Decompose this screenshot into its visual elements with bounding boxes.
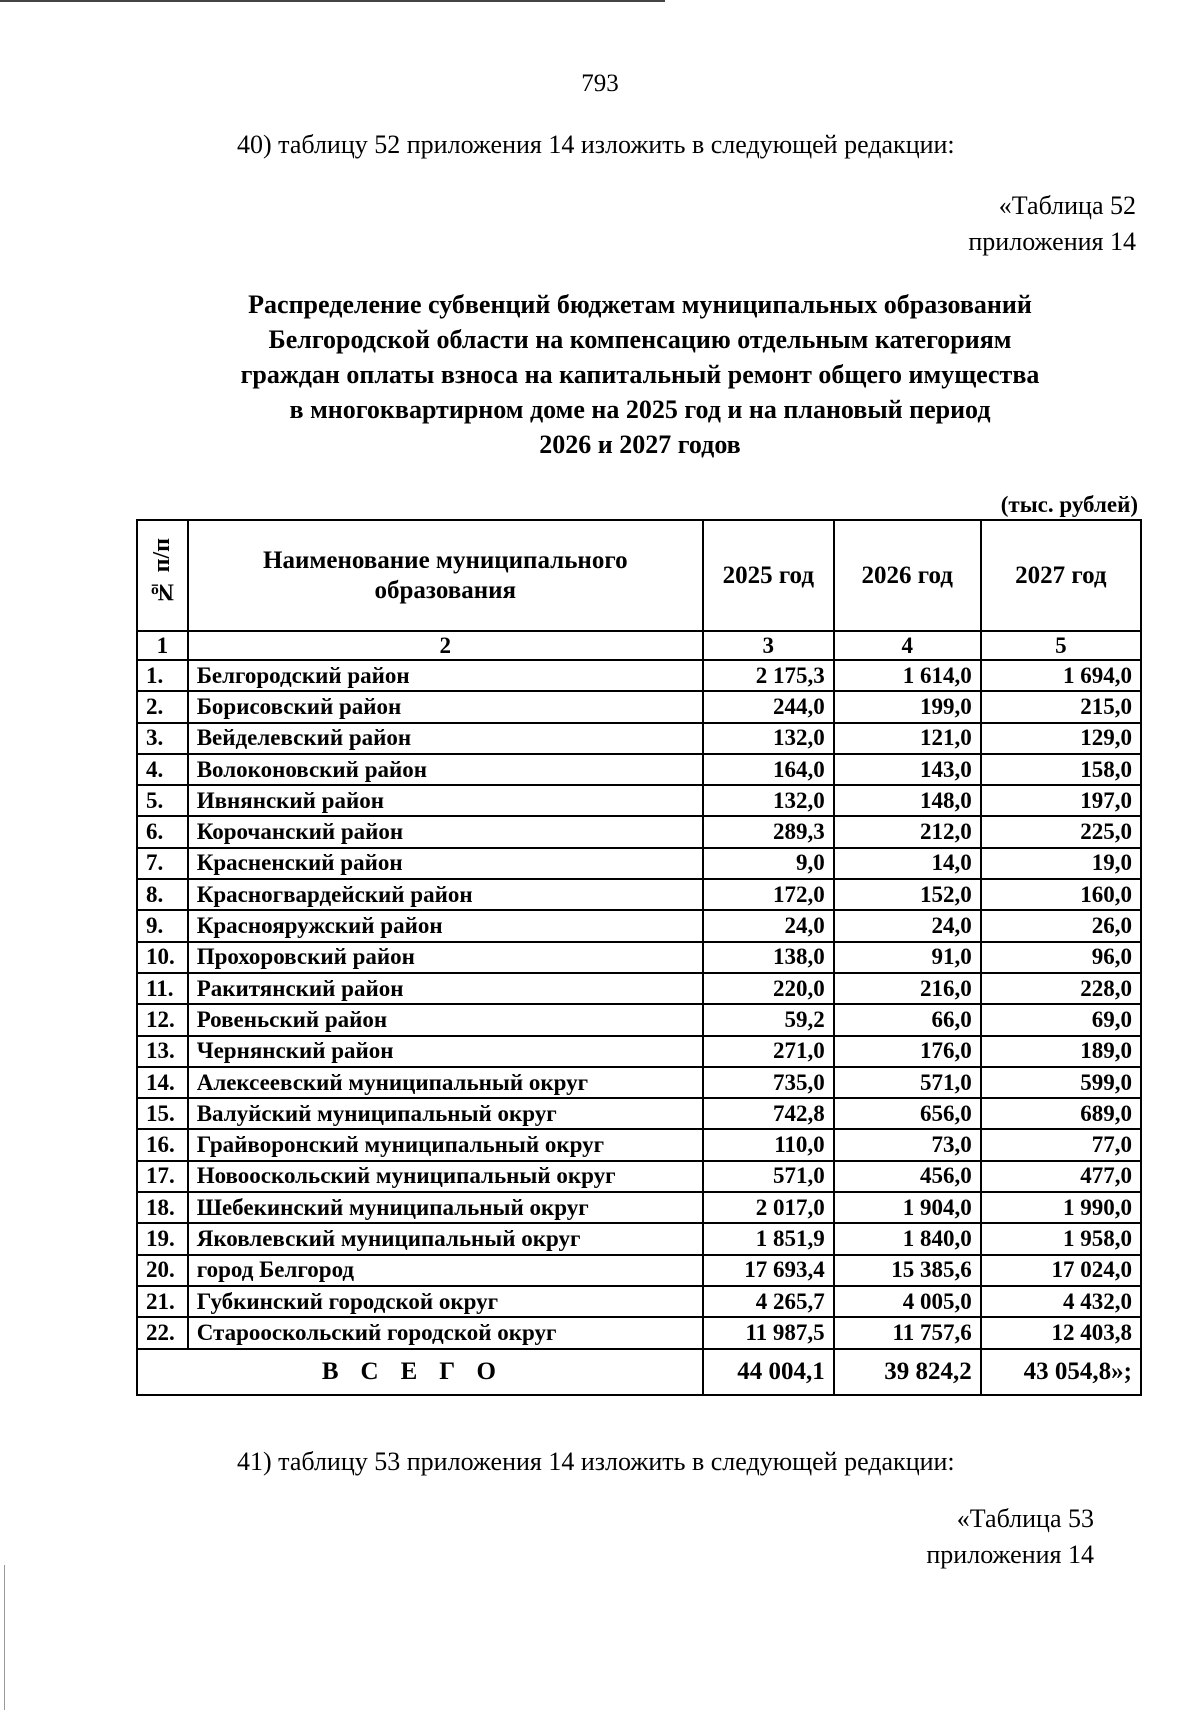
value-2027: 96,0 xyxy=(981,942,1141,973)
value-2025: 172,0 xyxy=(703,879,834,910)
value-2026: 66,0 xyxy=(834,1004,981,1035)
total-2027: 43 054,8»; xyxy=(981,1349,1141,1395)
table-row xyxy=(137,1067,1141,1098)
value-2025: 244,0 xyxy=(703,691,834,722)
title-line: Белгородской области на компенсацию отдельным категориям xyxy=(268,325,1012,354)
header-name-line: Наименование муниципального xyxy=(263,546,628,574)
value-2025: 132,0 xyxy=(703,785,834,816)
value-2027: 1 990,0 xyxy=(981,1192,1141,1223)
scan-margin-mark xyxy=(4,1565,5,1710)
value-2027: 599,0 xyxy=(981,1067,1141,1098)
value-2026: 1 904,0 xyxy=(834,1192,981,1223)
title-line: граждан оплаты взноса на капитальный ремонт общего имущества xyxy=(240,360,1040,389)
value-2025: 2 017,0 xyxy=(703,1192,834,1223)
caption-line: приложения 14 xyxy=(968,227,1136,256)
column-number-row xyxy=(137,631,1141,660)
municipality-name: Ровеньский район xyxy=(188,1004,703,1035)
caption-line: «Таблица 53 xyxy=(956,1504,1094,1533)
value-2026: 148,0 xyxy=(834,785,981,816)
value-2026: 15 385,6 xyxy=(834,1255,981,1286)
total-label: ВСЕГО xyxy=(137,1349,703,1395)
value-2027: 17 024,0 xyxy=(981,1255,1141,1286)
value-2025: 59,2 xyxy=(703,1004,834,1035)
unit-label: (тыс. рублей) xyxy=(1000,492,1138,517)
municipality-name: Борисовский район xyxy=(188,691,703,722)
municipality-name: Корочанский район xyxy=(188,816,703,847)
municipality-name: Ивнянский район xyxy=(188,785,703,816)
municipality-name: Губкинский городской округ xyxy=(188,1286,703,1317)
row-number: 22. xyxy=(137,1317,188,1348)
value-2027: 689,0 xyxy=(981,1098,1141,1129)
value-2025: 1 851,9 xyxy=(703,1223,834,1254)
value-2025: 24,0 xyxy=(703,910,834,941)
table-row xyxy=(137,1098,1141,1129)
table-row xyxy=(137,879,1141,910)
header-2025: 2025 год xyxy=(703,520,834,631)
instruction-41: 41) таблицу 53 приложения 14 изложить в следующей редакции: xyxy=(237,1447,955,1476)
caption-line: приложения 14 xyxy=(926,1540,1094,1569)
row-number: 18. xyxy=(137,1192,188,1223)
municipality-name: Грайворонский муниципальный округ xyxy=(188,1129,703,1160)
value-2027: 477,0 xyxy=(981,1161,1141,1192)
value-2025: 17 693,4 xyxy=(703,1255,834,1286)
table-row xyxy=(137,1255,1141,1286)
table-header-row xyxy=(137,520,1141,631)
value-2026: 14,0 xyxy=(834,848,981,879)
header-num: № п/п xyxy=(137,520,188,631)
total-2025: 44 004,1 xyxy=(703,1349,834,1395)
value-2026: 152,0 xyxy=(834,879,981,910)
value-2027: 228,0 xyxy=(981,973,1141,1004)
column-number: 5 xyxy=(981,631,1141,660)
table-52-caption xyxy=(968,188,1136,260)
value-2027: 1 694,0 xyxy=(981,660,1141,691)
municipality-name: Ракитянский район xyxy=(188,973,703,1004)
row-number: 4. xyxy=(137,754,188,785)
value-2027: 160,0 xyxy=(981,879,1141,910)
table-row xyxy=(137,1223,1141,1254)
header-2027: 2027 год xyxy=(981,520,1141,631)
value-2025: 571,0 xyxy=(703,1161,834,1192)
value-2027: 12 403,8 xyxy=(981,1317,1141,1348)
row-number: 1. xyxy=(137,660,188,691)
instruction-40: 40) таблицу 52 приложения 14 изложить в следующей редакции: xyxy=(237,130,955,159)
value-2026: 212,0 xyxy=(834,816,981,847)
municipality-name: Красненский район xyxy=(188,848,703,879)
value-2027: 197,0 xyxy=(981,785,1141,816)
table-53-caption xyxy=(926,1501,1094,1573)
municipality-name: Красногвардейский район xyxy=(188,879,703,910)
row-number: 12. xyxy=(137,1004,188,1035)
subvention-table xyxy=(136,519,1142,1396)
row-number: 21. xyxy=(137,1286,188,1317)
row-number: 9. xyxy=(137,910,188,941)
table-row xyxy=(137,1317,1141,1348)
row-number: 8. xyxy=(137,879,188,910)
value-2026: 456,0 xyxy=(834,1161,981,1192)
municipality-name: Прохоровский район xyxy=(188,942,703,973)
row-number: 20. xyxy=(137,1255,188,1286)
table-row xyxy=(137,1129,1141,1160)
value-2027: 26,0 xyxy=(981,910,1141,941)
table-row xyxy=(137,816,1141,847)
row-number: 16. xyxy=(137,1129,188,1160)
value-2026: 1 614,0 xyxy=(834,660,981,691)
table-row xyxy=(137,910,1141,941)
municipality-name: Белгородский район xyxy=(188,660,703,691)
table-row xyxy=(137,1161,1141,1192)
row-number: 19. xyxy=(137,1223,188,1254)
value-2026: 91,0 xyxy=(834,942,981,973)
value-2026: 199,0 xyxy=(834,691,981,722)
table-row xyxy=(137,848,1141,879)
page-number: 793 xyxy=(581,70,619,97)
value-2025: 164,0 xyxy=(703,754,834,785)
municipality-name: Старооскольский городской округ xyxy=(188,1317,703,1348)
value-2025: 138,0 xyxy=(703,942,834,973)
value-2027: 158,0 xyxy=(981,754,1141,785)
value-2025: 742,8 xyxy=(703,1098,834,1129)
municipality-name: город Белгород xyxy=(188,1255,703,1286)
value-2027: 189,0 xyxy=(981,1036,1141,1067)
value-2025: 132,0 xyxy=(703,723,834,754)
value-2026: 1 840,0 xyxy=(834,1223,981,1254)
header-name-line: образования xyxy=(374,576,517,604)
value-2026: 73,0 xyxy=(834,1129,981,1160)
column-number: 1 xyxy=(137,631,188,660)
table-row xyxy=(137,973,1141,1004)
total-row xyxy=(137,1349,1141,1395)
table-row xyxy=(137,942,1141,973)
municipality-name: Чернянский район xyxy=(188,1036,703,1067)
row-number: 2. xyxy=(137,691,188,722)
value-2027: 69,0 xyxy=(981,1004,1141,1035)
municipality-name: Новооскольский муниципальный округ xyxy=(188,1161,703,1192)
value-2027: 4 432,0 xyxy=(981,1286,1141,1317)
row-number: 5. xyxy=(137,785,188,816)
column-number: 4 xyxy=(834,631,981,660)
row-number: 13. xyxy=(137,1036,188,1067)
value-2027: 215,0 xyxy=(981,691,1141,722)
row-number: 14. xyxy=(137,1067,188,1098)
table-row xyxy=(137,1004,1141,1035)
row-number: 7. xyxy=(137,848,188,879)
value-2026: 216,0 xyxy=(834,973,981,1004)
title-line: в многоквартирном доме на 2025 год и на плановый период xyxy=(289,395,991,424)
header-name xyxy=(188,520,703,631)
table-row xyxy=(137,691,1141,722)
row-number: 6. xyxy=(137,816,188,847)
municipality-name: Яковлевский муниципальный округ xyxy=(188,1223,703,1254)
municipality-name: Вейделевский район xyxy=(188,723,703,754)
value-2027: 225,0 xyxy=(981,816,1141,847)
caption-line: «Таблица 52 xyxy=(998,191,1136,220)
row-number: 15. xyxy=(137,1098,188,1129)
row-number: 3. xyxy=(137,723,188,754)
title-line: Распределение субвенций бюджетам муниципальных образований xyxy=(248,290,1032,319)
value-2027: 19,0 xyxy=(981,848,1141,879)
value-2025: 735,0 xyxy=(703,1067,834,1098)
value-2025: 9,0 xyxy=(703,848,834,879)
municipality-name: Валуйский муниципальный округ xyxy=(188,1098,703,1129)
value-2025: 110,0 xyxy=(703,1129,834,1160)
value-2025: 4 265,7 xyxy=(703,1286,834,1317)
value-2026: 121,0 xyxy=(834,723,981,754)
value-2026: 4 005,0 xyxy=(834,1286,981,1317)
value-2027: 1 958,0 xyxy=(981,1223,1141,1254)
municipality-name: Шебекинский муниципальный округ xyxy=(188,1192,703,1223)
table-row xyxy=(137,1192,1141,1223)
value-2025: 271,0 xyxy=(703,1036,834,1067)
municipality-name: Алексеевский муниципальный округ xyxy=(188,1067,703,1098)
document-title xyxy=(120,287,1160,462)
row-number: 17. xyxy=(137,1161,188,1192)
scan-edge-line xyxy=(0,0,665,2)
column-number: 3 xyxy=(703,631,834,660)
table-row xyxy=(137,1286,1141,1317)
value-2026: 176,0 xyxy=(834,1036,981,1067)
value-2026: 656,0 xyxy=(834,1098,981,1129)
column-number: 2 xyxy=(188,631,703,660)
value-2026: 571,0 xyxy=(834,1067,981,1098)
municipality-name: Краснояружский район xyxy=(188,910,703,941)
header-2026: 2026 год xyxy=(834,520,981,631)
table-row xyxy=(137,1036,1141,1067)
total-2026: 39 824,2 xyxy=(834,1349,981,1395)
value-2025: 220,0 xyxy=(703,973,834,1004)
value-2025: 2 175,3 xyxy=(703,660,834,691)
row-number: 11. xyxy=(137,973,188,1004)
value-2027: 129,0 xyxy=(981,723,1141,754)
table-row xyxy=(137,754,1141,785)
table-row xyxy=(137,785,1141,816)
value-2025: 289,3 xyxy=(703,816,834,847)
value-2025: 11 987,5 xyxy=(703,1317,834,1348)
value-2026: 24,0 xyxy=(834,910,981,941)
value-2026: 11 757,6 xyxy=(834,1317,981,1348)
value-2027: 77,0 xyxy=(981,1129,1141,1160)
title-line: 2026 и 2027 годов xyxy=(539,430,741,459)
value-2026: 143,0 xyxy=(834,754,981,785)
table-row xyxy=(137,660,1141,691)
row-number: 10. xyxy=(137,942,188,973)
municipality-name: Волоконовский район xyxy=(188,754,703,785)
table-row xyxy=(137,723,1141,754)
